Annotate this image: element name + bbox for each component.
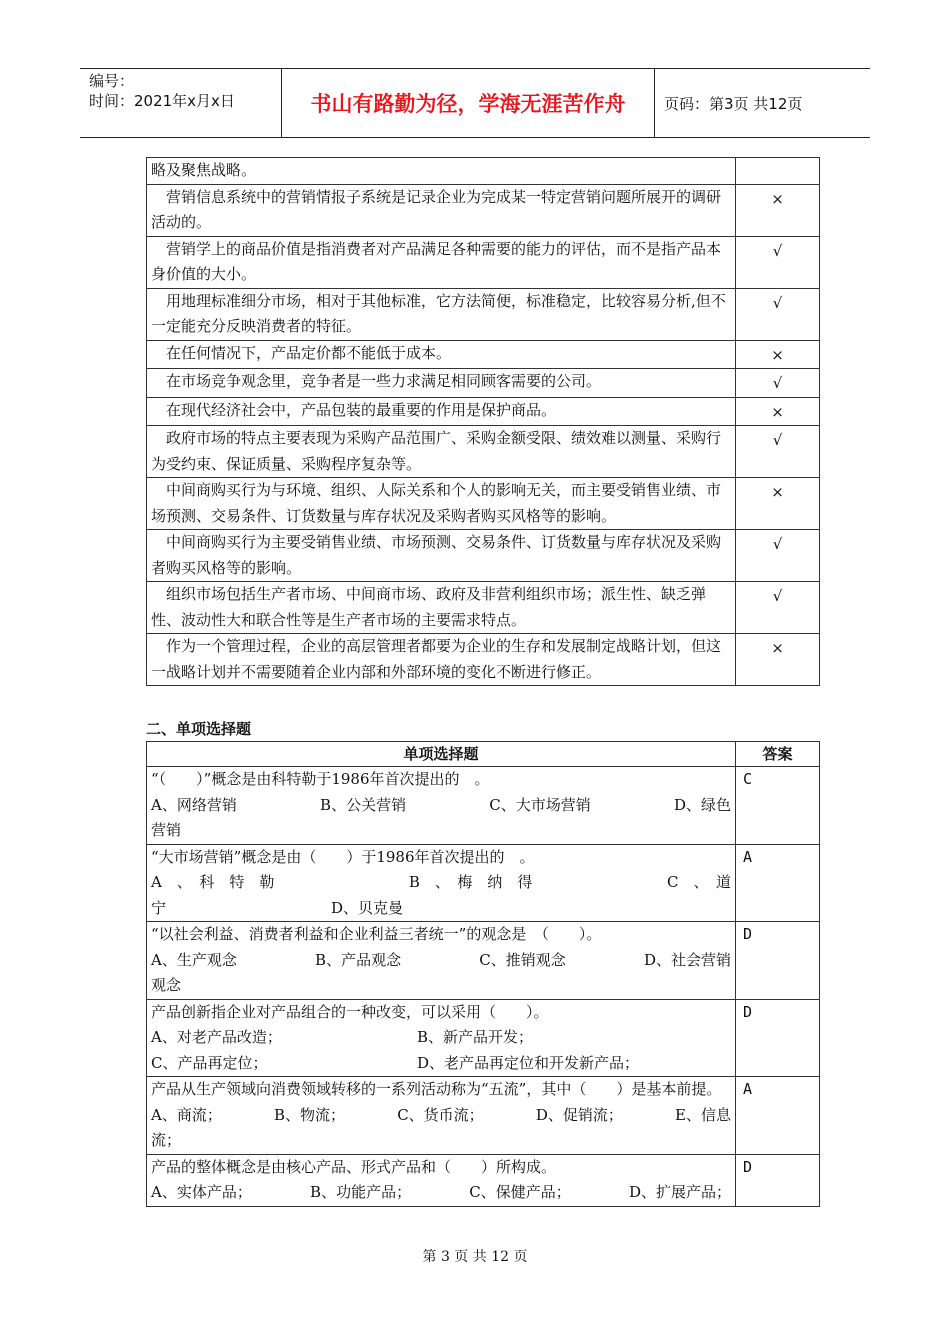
mc-option: A、商流；	[151, 1105, 222, 1124]
tf-answer: ×	[736, 340, 820, 369]
page-footer: 第 3 页 共 12 页	[422, 1249, 528, 1265]
mc-question	[147, 922, 736, 1000]
tf-answer: ×	[736, 634, 820, 686]
tf-statement: 营销信息系统中的营销情报子系统是记录企业为完成某一特定营销问题所展开的调研活动的。	[147, 184, 736, 236]
tf-statement: 政府市场的特点主要表现为采购产品范围广、采购金额受限、绩效难以测量、采购行为受约束、保证质量、采购程序复杂等。	[147, 426, 736, 478]
mc-option-wrap: 营销	[151, 821, 182, 839]
mc-option: C、产品再定位；	[151, 1053, 268, 1072]
tf-answer	[736, 158, 820, 185]
mc-answer: D	[736, 1154, 820, 1206]
mc-option: B、新产品开发；	[417, 1028, 534, 1046]
tf-row	[147, 478, 820, 530]
mc-stem: 产品的整体概念是由核心产品、形式产品和（ ）所构成。	[151, 1157, 557, 1176]
tf-answer: √	[736, 288, 820, 340]
mc-option: A 、 科 特 勒	[151, 873, 275, 891]
mc-options	[151, 1051, 731, 1077]
true-false-table	[146, 157, 820, 686]
mc-row	[147, 1154, 820, 1206]
mc-option: B 、 梅 纳 得	[408, 873, 533, 891]
tf-statement: 在现代经济社会中，产品包装的最重要的作用是保护商品。	[147, 397, 736, 426]
mc-question	[147, 1154, 736, 1206]
mc-row	[147, 767, 820, 845]
tf-answer: ×	[736, 478, 820, 530]
tf-answer: √	[736, 426, 820, 478]
time-label: 时间：2021年x月x日	[89, 92, 235, 110]
tf-answer: √	[736, 236, 820, 288]
mc-options	[151, 1103, 731, 1129]
mc-option: C、货币流；	[397, 1105, 484, 1124]
tf-answer: √	[736, 369, 820, 398]
mc-question	[147, 844, 736, 922]
section-title: 二、单项选择题	[146, 720, 252, 738]
mc-option: D、社会营销	[643, 950, 731, 969]
mc-option: A、实体产品；	[151, 1183, 252, 1201]
mc-option: B、功能产品；	[310, 1183, 412, 1201]
tf-statement: 作为一个管理过程，企业的高层管理者都要为企业的生存和发展制定战略计划，但这一战略计划并不需要随着企业内部和外部环境的变化不断进行修正。	[147, 634, 736, 686]
mc-stem: 产品从生产领域向消费领域转移的一系列活动称为“五流”，其中（ ）是基本前提。	[151, 1080, 722, 1098]
mc-option: E、信息	[675, 1105, 731, 1124]
tf-statement: 在市场竞争观念里，竞争者是一些力求满足相同顾客需要的公司。	[147, 369, 736, 398]
tf-row	[147, 634, 820, 686]
mc-option: D、扩展产品；	[628, 1183, 731, 1201]
mc-answer: D	[736, 999, 820, 1077]
mc-row	[147, 922, 820, 1000]
mc-question	[147, 1077, 736, 1155]
mc-options	[151, 1180, 731, 1206]
mc-row	[147, 1077, 820, 1155]
tf-row	[147, 288, 820, 340]
mc-row	[147, 999, 820, 1077]
mc-option: B、公关营销	[320, 795, 407, 814]
mc-stem: “大市场营销”概念是由（ ）于1986年首次提出的 。	[151, 847, 535, 866]
mc-header-answer: 答案	[736, 742, 820, 767]
mc-stem: “以社会利益、消费者利益和企业利益三者统一”的观念是 （ ）。	[151, 925, 602, 943]
mc-option: B、产品观念	[315, 950, 402, 969]
mc-header-question: 单项选择题	[147, 742, 736, 767]
mc-option-wrap: 宁 D、贝克曼	[151, 898, 404, 917]
tf-row	[147, 184, 820, 236]
tf-statement: 中间商购买行为与环境、组织、人际关系和个人的影响无关，而主要受销售业绩、市场预测、交易条件、订货数量与库存状况及采购者购买风格等的影响。	[147, 478, 736, 530]
tf-statement: 在任何情况下，产品定价都不能低于成本。	[147, 340, 736, 369]
mc-option: C、推销观念	[479, 950, 566, 969]
tf-row	[147, 426, 820, 478]
tf-answer: ×	[736, 397, 820, 426]
multiple-choice-table	[146, 741, 820, 1207]
mc-option: D、绿色	[673, 795, 731, 814]
tf-answer: √	[736, 530, 820, 582]
number-label: 编号：	[89, 72, 135, 90]
mc-option: D、促销流；	[535, 1105, 623, 1124]
header-page-label: 页码：第3页 共12页	[664, 94, 803, 113]
tf-statement: 中间商购买行为主要受销售业绩、市场预测、交易条件、订货数量与库存状况及采购者购买风格等的影响。	[147, 530, 736, 582]
tf-answer: ×	[736, 184, 820, 236]
tf-row	[147, 530, 820, 582]
mc-row	[147, 844, 820, 922]
mc-answer: A	[736, 1077, 820, 1155]
mc-options	[151, 793, 731, 819]
mc-option-wrap: 流；	[151, 1131, 182, 1149]
mc-answer: C	[736, 767, 820, 845]
mc-option: A、生产观念	[151, 950, 237, 969]
mc-options	[151, 1025, 731, 1051]
mc-option: C、保健产品；	[469, 1183, 571, 1201]
tf-statement: 营销学上的商品价值是指消费者对产品满足各种需要的能力的评估，而不是指产品本身价值的大小。	[147, 236, 736, 288]
tf-statement: 略及聚焦战略。	[147, 158, 736, 185]
mc-options	[151, 870, 731, 896]
mc-option: D、老产品再定位和开发新产品；	[417, 1053, 640, 1072]
tf-statement: 组织市场包括生产者市场、中间商市场、政府及非营利组织市场；派生性、缺乏弹性、波动性大和联合性等是生产者市场的主要需求特点。	[147, 582, 736, 634]
mc-question	[147, 767, 736, 845]
tf-statement: 用地理标准细分市场，相对于其他标准，它方法简便，标准稳定，比较容易分析,但不一定能充分反映消费者的特征。	[147, 288, 736, 340]
header-meta	[80, 69, 282, 137]
mc-stem: “（ ）”概念是由科特勒于1986年首次提出的 。	[151, 770, 490, 788]
mc-answer: D	[736, 922, 820, 1000]
tf-answer: √	[736, 582, 820, 634]
header-motto: 书山有路勤为径，学海无涯苦作舟	[282, 69, 655, 137]
mc-option: C、大市场营销	[489, 795, 591, 814]
mc-option: A、网络营销	[151, 795, 237, 814]
mc-option: A、对老产品改造；	[151, 1028, 282, 1046]
tf-row	[147, 340, 820, 369]
tf-row	[147, 158, 820, 185]
page-header	[80, 68, 870, 138]
tf-row	[147, 582, 820, 634]
tf-row	[147, 236, 820, 288]
mc-question	[147, 999, 736, 1077]
tf-row	[147, 397, 820, 426]
mc-option: B、物流；	[274, 1105, 346, 1124]
mc-option-wrap: 观念	[151, 976, 182, 994]
mc-options	[151, 948, 731, 974]
mc-stem: 产品创新指企业对产品组合的一种改变，可以采用（ ）。	[151, 1002, 549, 1021]
mc-option: C 、 道	[667, 873, 731, 891]
tf-row	[147, 369, 820, 398]
mc-answer: A	[736, 844, 820, 922]
